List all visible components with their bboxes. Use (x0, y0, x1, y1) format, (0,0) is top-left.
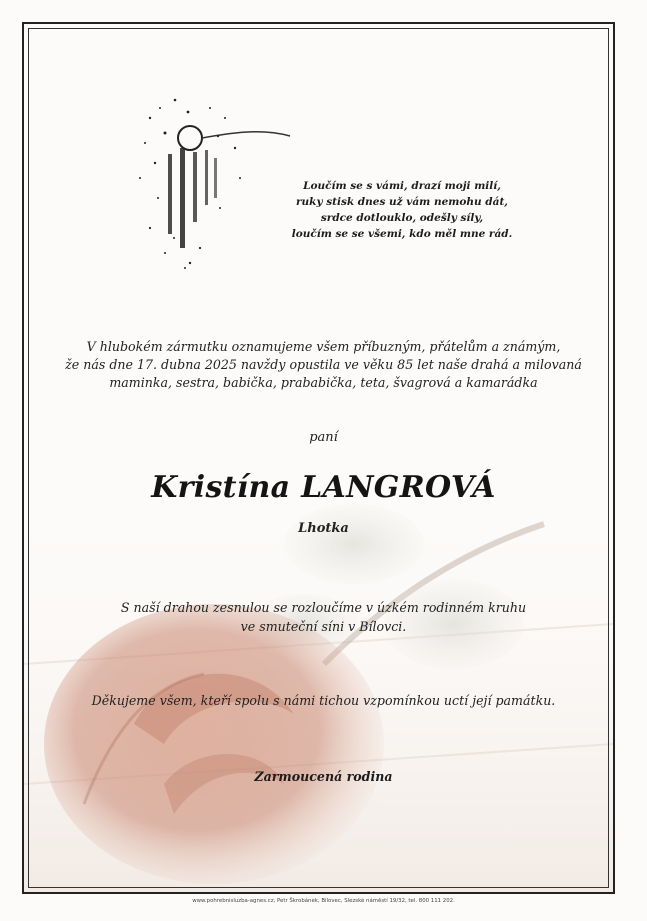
deceased-name: Kristína LANGROVÁ (151, 470, 496, 505)
poem-line: srdce dotlouklo, odešly síly, (320, 212, 484, 224)
poem-line: Loučím se s vámi, drazí moji milí, (303, 180, 501, 192)
page-inner-border (28, 28, 609, 888)
poem-line: ruky stisk dnes už vám nemohu dát, (296, 196, 508, 208)
thanks-text: Děkujeme všem, kteří spolu s námi tichou vzpomínkou uctí její památku. (91, 693, 556, 708)
announcement-line: že nás dne 17. dubna 2025 navždy opustila ve věku 85 let naše drahá a milovaná (65, 357, 582, 372)
residence-place: Lhotka (298, 521, 349, 536)
candle-ornament-icon (130, 88, 295, 278)
poem-verse (282, 178, 522, 242)
page-border (22, 22, 615, 894)
funeral-service-footer: www.pohrebnisluzba-agnes.cz, Petr Škrobánek, Bílovec, Slezské náměstí 19/32, tel. 800 111 202. (192, 898, 455, 904)
farewell-line: ve smuteční síni v Bílovci. (240, 619, 407, 634)
farewell-line: S naší drahou zesnulou se rozloučíme v úzkém rodinném kruhu (120, 600, 527, 615)
farewell-text (0, 598, 647, 636)
poem-line: loučím se se všemi, kdo měl mne rád. (291, 228, 513, 240)
family-signature: Zarmoucená rodina (254, 769, 393, 784)
announcement-line: maminka, sestra, babička, prababička, teta, švagrová a kamarádka (109, 375, 538, 390)
announcement-text (0, 338, 647, 392)
announcement-line: V hlubokém zármutku oznamujeme všem příbuzným, přátelům a známým, (86, 339, 561, 354)
title-prefix: paní (309, 430, 338, 445)
